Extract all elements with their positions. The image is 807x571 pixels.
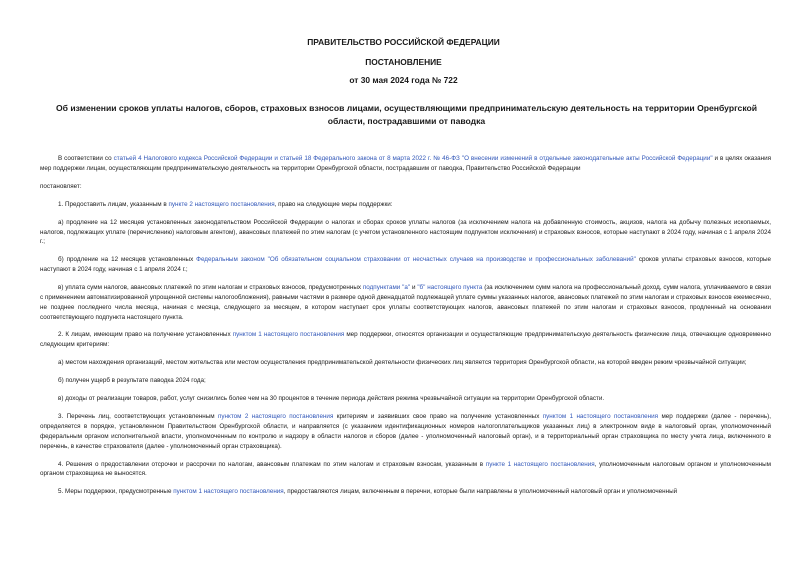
paragraph-1a: а) продление на 12 месяцев установленных законодательством Российской Федерации о налогах и сборах сроков уплаты налогов (за исключением налога на добавленную стоимость, акцизов, налога на добычу полезных ископаемых, налогов, подлежащих уплате (перечислению) налоговым агентом), авансовых платежей по этим налогам (с учетом установленного настоящим подпунктом исключения) и страховых взносов, которые наступают в 2024 году, начиная с 1 апреля 2024 г.; (40, 218, 771, 246)
document-type-heading: ПОСТАНОВЛЕНИЕ (365, 57, 442, 67)
paragraph-preamble: В соответствии со статьей 4 Налогового кодекса Российской Федерации и статьей 18 Федерального закона от 8 марта 2022 г. № 46-ФЗ "О внесении изменений в отдельные законодательные акты Российской Федерации" и в целях оказания мер поддержки лицам, осуществляющим предпринимательскую деятельность на территории Оренбургской области, пострадавшим от паводка, Правительство Российской Федерации (40, 155, 772, 172)
paragraph-2c: в) доходы от реализации товаров, работ, услуг снизились более чем на 30 процентов в течение периода действия режима чрезвычайной ситуации на территории Оренбургской области. (58, 395, 605, 403)
document-date-number: от 30 мая 2024 года № 722 (349, 75, 458, 85)
link-subpoint-b[interactable]: "б" настоящего пункта (417, 284, 483, 292)
paragraph-2a: а) местом нахождения организаций, местом жительства или местом осуществления предпринимательской деятельности физических лиц является территория Оренбургской области, на которой введен режим чрезвычайной ситуации; (58, 359, 747, 367)
paragraph-1: 1. Предоставить лицам, указанным в пункте 2 настоящего постановления, право на следующие меры поддержки: (58, 200, 393, 208)
link-subpoint-a[interactable]: подпунктами "а" (362, 284, 411, 292)
paragraph-5: 5. Меры поддержки, предусмотренные пунктом 1 настоящего постановления, предоставляются лицам, включенным в перечни, которые были направлены в уполномоченный налоговый орган и уполномоченный (58, 488, 678, 496)
link-point-1-taxes[interactable]: пункте 1 настоящего постановления (485, 460, 595, 468)
link-point-2[interactable]: пункте 2 настоящего постановления (168, 200, 275, 208)
link-federal-law-social-insurance[interactable]: Федеральным законом "Об обязательном социальном страховании от несчастных случаев на производстве и профессиональных заболеваний" (196, 256, 636, 264)
paragraph-1b: б) продление на 12 месяцев установленных Федеральным законом "Об обязательном социальном страховании от несчастных случаев на производстве и профессиональных заболеваний" сроков уплаты страховых взносов, которые наступают в 2024 году, начиная с 1 апреля 2024 г.; (40, 256, 771, 274)
paragraph-4: 4. Решения о предоставлении отсрочки и рассрочки по налогам, авансовым платежам по этим налогам и страховым взносам, указанным в пункте 1 настоящего постановления, уполномоченным налоговым органом и уполномоченным органом страховщика не выносятся. (40, 460, 772, 478)
link-point-2-criteria[interactable]: пунктом 2 настоящего постановления (218, 413, 334, 421)
paragraph-2: 2. К лицам, имеющим право на получение установленных пунктом 1 настоящего постановления мер поддержки, относятся организации и осуществляющие предпринимательскую деятельность физические лица, отвечающие одновременно следующим критериям: (40, 331, 771, 349)
paragraph-1c: в) уплата сумм налогов, авансовых платежей по этим налогам и страховых взносов, предусмотренных подпунктами "а" и "б" настоящего пункта (за исключением сумм налога на профессиональный доход, сумм налога, уплачиваемого в связи с применением автоматизированной упрощенной системы налогообложения), равными частями в размере одной двенадцатой подлежащей уплате суммы указанных налогов, авансовых платежей по этим налогам и страховых взносов ежемесячно, не позднее последнего числа месяца, начиная с месяца, следующего за месяцем, в котором наступает срок уплаты соответствующих налогов, авансовых платежей по этим налогам и страховых взносов, продленный на основании соответствующего подпункта настоящего пункта. (40, 284, 771, 321)
document-title: Об изменении сроков уплаты налогов, сборов, страховых взносов лицами, осуществляющими предпринимательскую деятельность на территории Оренбургской области, пострадавшими от паводка (55, 103, 758, 126)
document-body (40, 154, 771, 505)
link-tax-code-article-4[interactable]: статьей 4 Налогового кодекса Российской Федерации и статьей 18 Федерального закона от 8 марта 2022 г. № 46-ФЗ "О внесении изменений в отдельные законодательные акты Российской Федерации" (113, 155, 713, 162)
paragraph-3: 3. Перечень лиц, соответствующих установленным пунктом 2 настоящего постановления критериям и заявивших свое право на получение установленных пунктом 1 настоящего постановления мер поддержки (далее - перечень), определяется в порядке, установленном Правительством Оренбургской области, и направляется (с указанием идентификационных номеров налогоплательщиков указанных лиц) в электронном виде в налоговый орган, уполномоченный федеральным органом исполнительной власти, уполномоченным по контролю и надзору в области налогов и сборов (далее - уполномоченный налоговый орган), и в территориальный орган страховщика по месту учета лица, включенного в перечень, в качестве страхователя (далее - уполномоченный орган страховщика). (40, 413, 771, 450)
link-point-1-measures[interactable]: пунктом 1 настоящего постановления (542, 413, 659, 421)
link-point-1-support[interactable]: пунктом 1 настоящего постановления (173, 488, 284, 496)
link-point-1[interactable]: пунктом 1 настоящего постановления (232, 331, 345, 339)
paragraph-decree: постановляет: (40, 182, 82, 190)
paragraph-2b: б) получен ущерб в результате паводка 2024 года; (58, 377, 206, 385)
government-heading: ПРАВИТЕЛЬСТВО РОССИЙСКОЙ ФЕДЕРАЦИИ (307, 37, 500, 47)
